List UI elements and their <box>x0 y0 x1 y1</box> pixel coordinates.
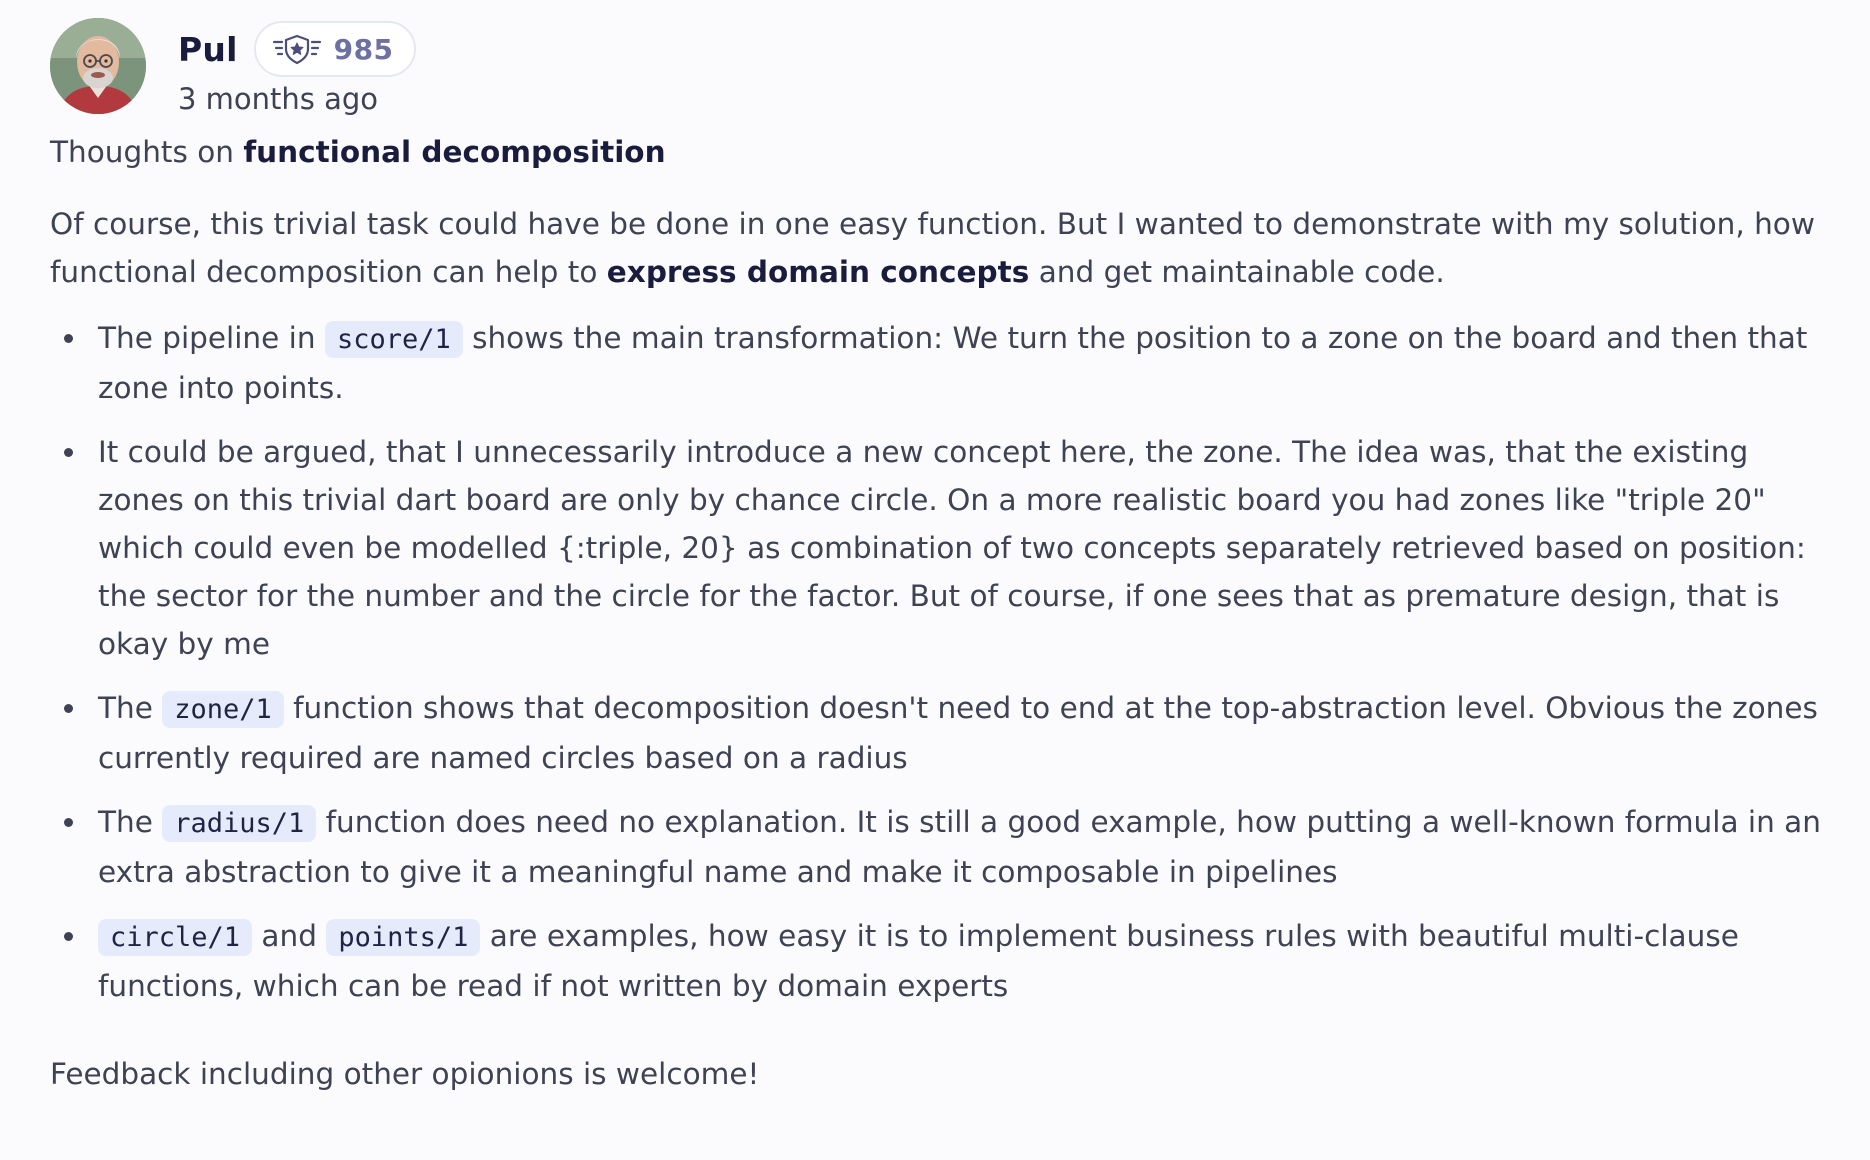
list-item <box>50 798 1840 896</box>
author-name-row <box>178 20 416 78</box>
list-item-text: The pipeline in <box>98 321 325 355</box>
bullet-dot-icon <box>64 448 73 457</box>
list-item <box>50 428 1840 668</box>
post-header <box>50 18 1840 128</box>
reputation-value: 985 <box>333 32 394 66</box>
list-item-text: function does need no explanation. It is still a good example, how putting a well-known formula in an extra abstraction to give it a meaningful name and make it composable in pipelines <box>98 805 1821 889</box>
bullet-dot-icon <box>64 704 73 713</box>
inline-code: zone/1 <box>162 691 284 728</box>
list-item-text: function shows that decomposition doesn't need to end at the top-abstraction level. Obvious the zones currently required are named circles based on a radius <box>98 691 1818 775</box>
intro-prefix: Thoughts on <box>50 135 244 169</box>
paragraph-text-1: Of course, this trivial task could have be done in one easy function. But I wanted to demonstrate with my solution, how functional decomposition can help to <box>50 207 1815 289</box>
list-item-text: It could be argued, that I unnecessarily introduce a new concept here, the zone. The idea was, that the existing zones on this trivial dart board are only by chance circle. On a more realistic board you had zones like "triple 20" which could even be modelled {:triple, 20} as combination of two concepts separately retrieved based on position: the sector for the number and the circle for the factor. But of course, if one sees that as premature design, that is okay by me <box>98 435 1806 661</box>
post-intro <box>50 128 1840 176</box>
points-list <box>50 314 1840 1010</box>
inline-code: points/1 <box>326 919 480 956</box>
list-item-text: The <box>98 691 163 725</box>
avatar-photo-icon <box>50 18 146 114</box>
inline-code: score/1 <box>325 321 463 358</box>
list-item <box>50 912 1840 1010</box>
list-item-text: The <box>98 805 163 839</box>
inline-code: radius/1 <box>162 805 316 842</box>
author-avatar[interactable] <box>50 18 146 114</box>
list-item-text: shows the main transformation: We turn the position to a zone on the board and then that zone into points. <box>98 321 1808 405</box>
list-item-text: and <box>252 919 327 953</box>
reputation-badge[interactable] <box>254 21 416 77</box>
list-item <box>50 314 1840 412</box>
paragraph-bold-phrase: express domain concepts <box>606 255 1030 289</box>
community-solution-post <box>50 18 1840 1098</box>
bullet-dot-icon <box>64 334 73 343</box>
post-timestamp: 3 months ago <box>178 82 379 116</box>
author-name[interactable]: Pul <box>178 29 238 69</box>
paragraph-text-2: and get maintainable code. <box>1029 255 1445 289</box>
inline-code: circle/1 <box>98 919 252 956</box>
author-meta <box>178 18 416 116</box>
bullet-dot-icon <box>64 818 73 827</box>
list-item <box>50 684 1840 782</box>
intro-topic: functional decomposition <box>243 135 666 169</box>
list-item-text: are examples, how easy it is to implement business rules with beautiful multi-clause functions, which can be read if not written by domain experts <box>98 919 1739 1003</box>
post-closing: Feedback including other opionions is welcome! <box>50 1057 760 1091</box>
bullet-dot-icon <box>64 932 73 941</box>
post-content <box>50 128 1840 1098</box>
post-paragraph <box>50 200 1840 296</box>
shield-star-icon <box>272 33 322 65</box>
